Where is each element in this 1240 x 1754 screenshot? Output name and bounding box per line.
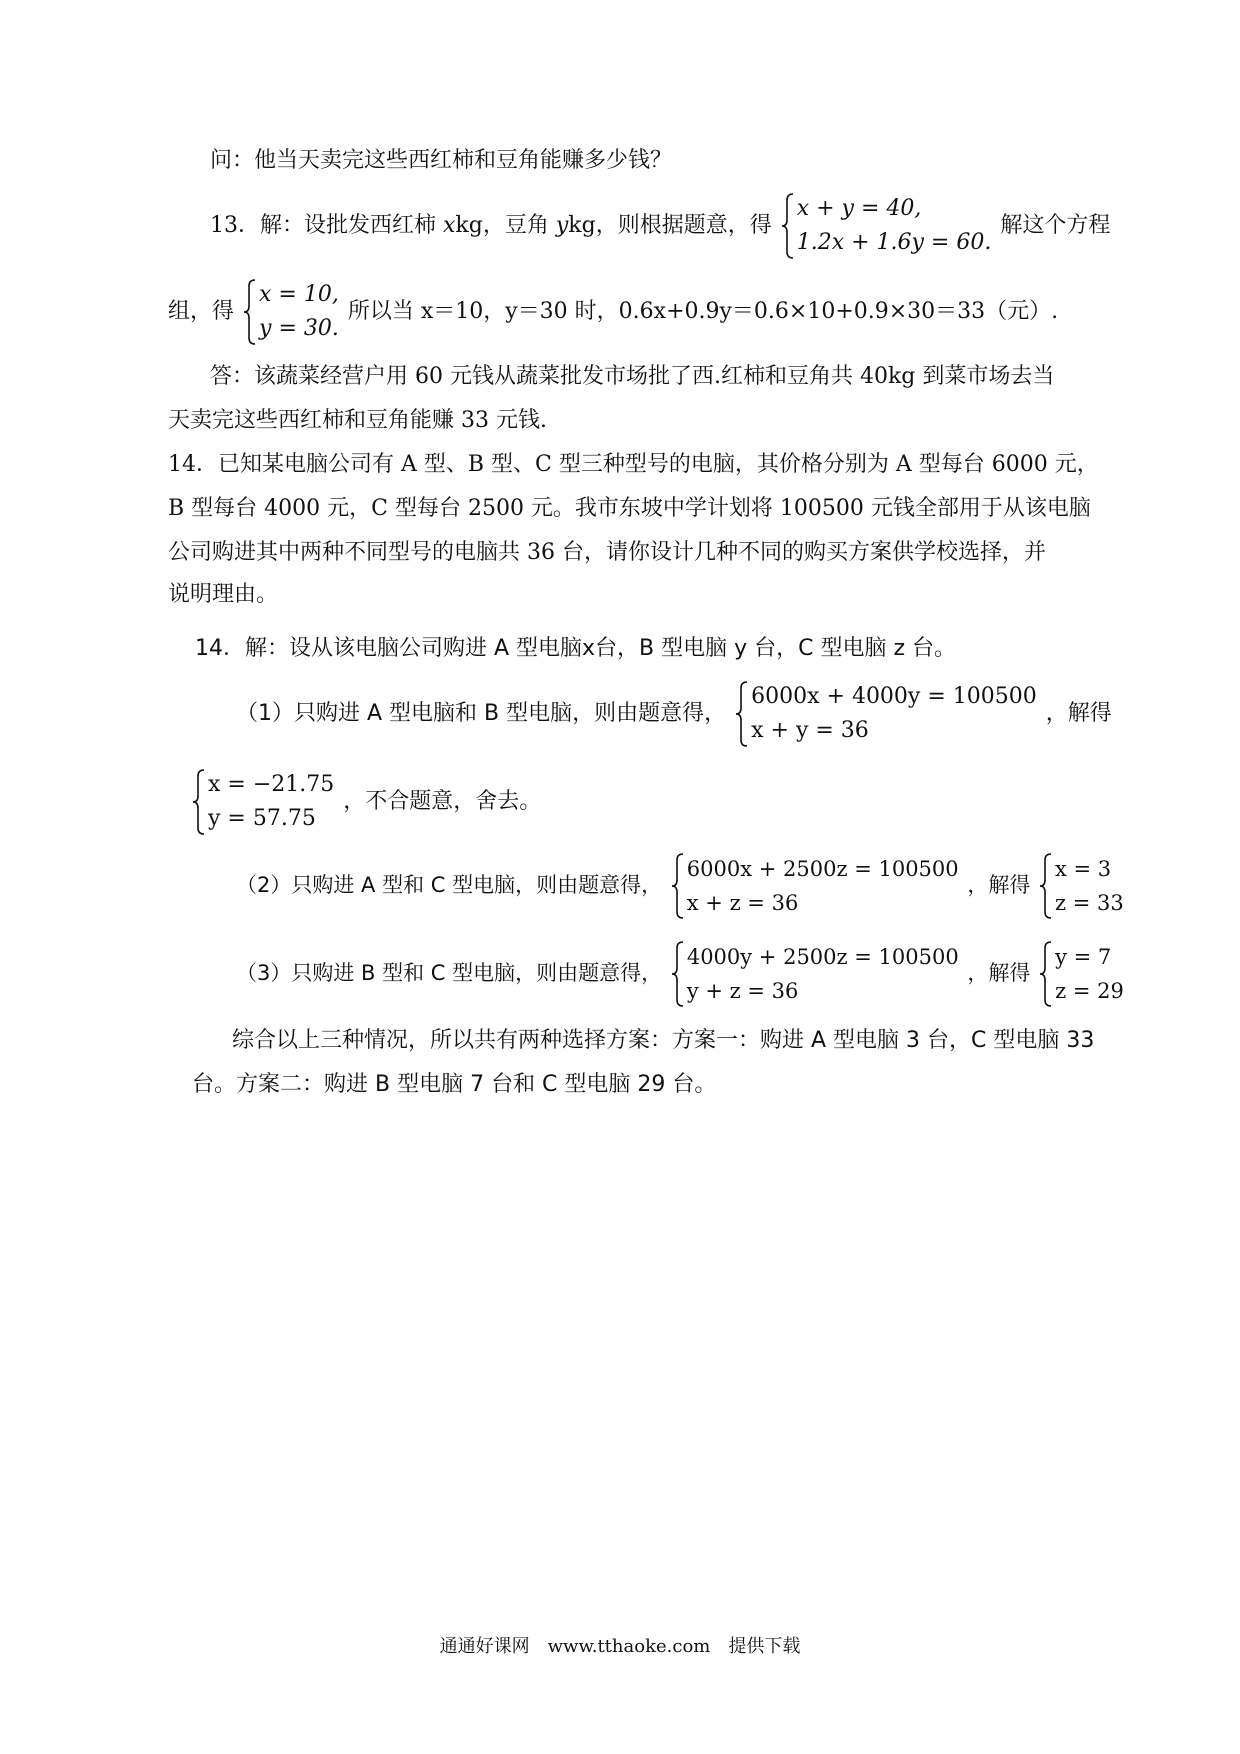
solution-13-line-2	[168, 278, 1058, 346]
case-1-lead: （1）只购进 A 型电脑和 B 型电脑，则由题意得，	[236, 701, 727, 726]
case-3-equation-2: y + z = 36	[686, 979, 799, 1003]
case-1-line	[236, 680, 1112, 748]
case-1-solutions	[192, 768, 334, 836]
page-footer: 通通好课网 www.tthaoke.com 提供下载	[439, 1636, 801, 1657]
case-1-equation-2: x + y = 36	[751, 718, 869, 743]
case-3-equation-1: 4000y + 2500z = 100500	[686, 945, 959, 969]
equation-13-1: x + y = 40,	[796, 196, 922, 221]
solution-13-trail: 解这个方程	[1000, 213, 1111, 238]
case-3-mid: ，解得	[967, 961, 1031, 985]
summary-line-1: 综合以上三种情况，所以共有两种选择方案：方案一：购进 A 型电脑 3 台，C 型电脑 33	[232, 1028, 1095, 1053]
answer-13-line-2: 天卖完这些西红柿和豆角能赚 33 元钱.	[168, 408, 547, 433]
question-14-line-1: 14．已知某电脑公司有 A 型、B 型、C 型三种型号的电脑，其价格分别为 A 型每台 6000 元，	[168, 452, 1099, 477]
question-14-line-3: 公司购进其中两种不同型号的电脑共 36 台，请你设计几种不同的购买方案供学校选择，并	[168, 540, 1046, 565]
case-3-equations	[671, 940, 959, 1008]
case-1-solution-2: y = 57.75	[208, 806, 316, 831]
solution-13-line2-lead: 组，得	[168, 299, 235, 324]
case-2-solution-1: x = 3	[1055, 857, 1112, 881]
case-2-lead: （2）只购进 A 型和 C 型电脑，则由题意得，	[236, 873, 663, 897]
question-14-line-2: B 型每台 4000 元，C 型每台 2500 元。我市东坡中学计划将 100500 元钱全部用于从该电脑	[168, 496, 1091, 521]
solution-13-line2-tail: 所以当 x＝10，y＝30 时，0.6x+0.9y＝0.6×10+0.9×30＝33（元）.	[347, 299, 1059, 324]
equation-13-2: 1.2x + 1.6y = 60.	[796, 230, 992, 255]
case-1-solution-1: x = −21.75	[208, 772, 335, 797]
case-1-trail: ，解得	[1045, 701, 1112, 726]
solution-13-2: y = 30.	[259, 316, 339, 341]
solution-13-lead: 13．解：设批发西红柿	[210, 213, 443, 238]
solution-system-13	[243, 278, 339, 346]
var-y: y	[555, 213, 569, 238]
summary-line-2: 台。方案二：购进 B 型电脑 7 台和 C 型电脑 29 台。	[192, 1072, 717, 1097]
case-2-solution-2: z = 33	[1055, 891, 1124, 915]
unit-kg: kg，则根据题意，得	[568, 213, 772, 238]
case-1-result-line	[190, 768, 541, 836]
case-3-line	[236, 940, 1126, 1008]
solution-13-line-1	[210, 192, 1110, 260]
var-x: x	[443, 213, 456, 238]
case-2-solutions	[1039, 852, 1124, 920]
case-2-line	[236, 852, 1126, 920]
case-3-solutions	[1039, 940, 1124, 1008]
case-2-equation-1: 6000x + 2500z = 100500	[686, 857, 959, 881]
case-1-equation-1: 6000x + 4000y = 100500	[751, 684, 1037, 709]
case-1-equations	[735, 680, 1037, 748]
unit-kg: kg，豆角	[455, 213, 556, 238]
question-14-line-4: 说明理由。	[168, 582, 279, 607]
case-2-mid: ，解得	[967, 873, 1031, 897]
case-3-solution-1: y = 7	[1055, 945, 1112, 969]
case-3-solution-2: z = 29	[1055, 979, 1124, 1003]
solution-13-1: x = 10,	[259, 282, 339, 307]
case-2-equation-2: x + z = 36	[686, 891, 799, 915]
equation-system-13	[781, 192, 992, 260]
question-12-tail: 问：他当天卖完这些西红柿和豆角能赚多少钱？	[210, 148, 673, 173]
solution-14-intro: 14．解：设从该电脑公司购进 A 型电脑x台，B 型电脑 y 台，C 型电脑 z 台。	[195, 636, 957, 661]
case-2-equations	[671, 852, 959, 920]
case-3-lead: （3）只购进 B 型和 C 型电脑，则由题意得，	[236, 961, 663, 985]
answer-13-line-1: 答：该蔬菜经营户用 60 元钱从蔬菜批发市场批了西.红柿和豆角共 40kg 到菜市场去当	[210, 364, 1055, 389]
case-1-note: ，不合题意，舍去。	[343, 789, 542, 814]
